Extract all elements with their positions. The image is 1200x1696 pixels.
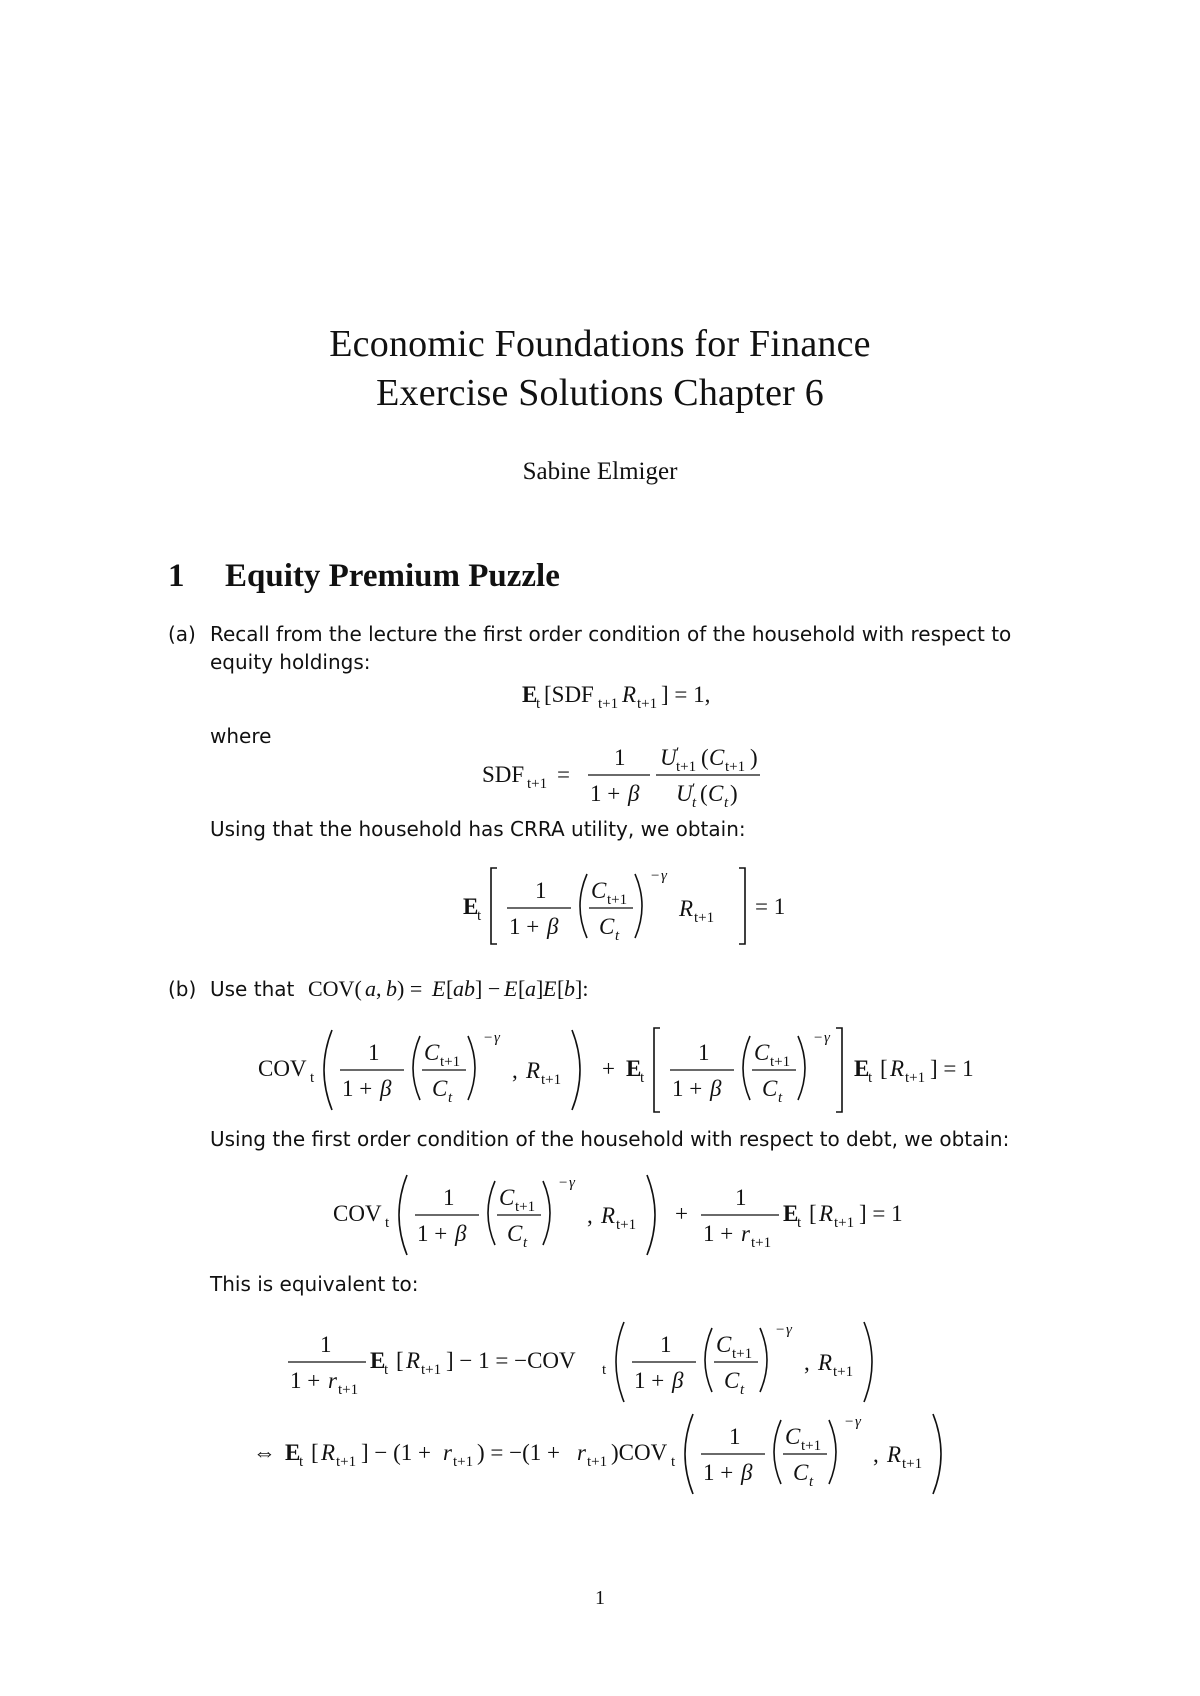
svg-text:C: C xyxy=(432,1076,448,1101)
svg-text:t+1: t+1 xyxy=(637,696,658,712)
svg-text:1 +: 1 + xyxy=(290,1368,321,1393)
svg-text:[: [ xyxy=(557,976,565,1001)
svg-text:r: r xyxy=(577,1440,586,1465)
svg-text:C: C xyxy=(724,1368,740,1393)
svg-text:γ: γ xyxy=(824,1030,830,1046)
svg-text:[SDF: [SDF xyxy=(544,682,594,707)
svg-text:′: ′ xyxy=(676,745,680,761)
svg-text:t+1: t+1 xyxy=(725,759,746,775)
svg-text:U: U xyxy=(660,745,677,770)
svg-text:): ) xyxy=(730,781,738,806)
section-number: 1 xyxy=(168,558,185,594)
svg-text:t+1: t+1 xyxy=(453,1454,474,1470)
svg-text:t: t xyxy=(536,696,541,712)
svg-text:,: , xyxy=(873,1442,879,1467)
equation-cov-identity xyxy=(300,972,630,1006)
svg-text:,: , xyxy=(376,976,382,1001)
equation-equity-premium-step1 xyxy=(280,1310,920,1410)
svg-text:t+1: t+1 xyxy=(421,1362,442,1378)
svg-text:t: t xyxy=(299,1454,304,1470)
svg-text:C: C xyxy=(708,781,724,806)
svg-text:1: 1 xyxy=(698,1040,710,1065)
svg-text:[: [ xyxy=(518,976,526,1001)
svg-text:t+1: t+1 xyxy=(541,1072,562,1088)
svg-text:C: C xyxy=(716,1332,732,1357)
svg-text:R: R xyxy=(526,1058,541,1083)
title-line-1: Economic Foundations for Finance xyxy=(329,323,871,365)
equation-foc-equity xyxy=(500,672,760,712)
svg-text:R: R xyxy=(321,1440,336,1465)
svg-text:t+1: t+1 xyxy=(770,1054,791,1070)
svg-text:γ: γ xyxy=(494,1030,500,1046)
svg-text:−: − xyxy=(814,1030,823,1046)
svg-text:]: ] xyxy=(536,976,544,1001)
svg-text:C: C xyxy=(591,878,607,903)
svg-text:t+1: t+1 xyxy=(732,1346,753,1362)
svg-text:β: β xyxy=(547,914,559,939)
svg-text:β: β xyxy=(628,781,640,806)
svg-text:] − 1 = −COV: ] − 1 = −COV xyxy=(446,1348,576,1373)
svg-text:−: − xyxy=(845,1414,854,1430)
svg-text:t+1: t+1 xyxy=(834,1215,855,1231)
svg-text:,: , xyxy=(512,1058,518,1083)
svg-text:−: − xyxy=(484,1030,493,1046)
part-b-intro: Use that xyxy=(210,977,295,1001)
svg-text:C: C xyxy=(499,1185,515,1210)
svg-text:β: β xyxy=(741,1460,753,1485)
svg-text:t: t xyxy=(477,908,482,924)
svg-text:C: C xyxy=(599,914,615,939)
svg-text:) = −(1 +: ) = −(1 + xyxy=(477,1440,560,1465)
title-line-2: Exercise Solutions Chapter 6 xyxy=(376,372,824,414)
svg-text:t: t xyxy=(448,1090,453,1106)
svg-text:t+1: t+1 xyxy=(616,1217,637,1233)
where-text: where xyxy=(210,724,272,748)
svg-text:′: ′ xyxy=(692,781,696,797)
svg-text:a: a xyxy=(525,976,536,1001)
svg-text:1 +: 1 + xyxy=(672,1076,703,1101)
svg-text:r: r xyxy=(328,1368,337,1393)
svg-text:[: [ xyxy=(809,1201,817,1226)
svg-text:E: E xyxy=(370,1348,386,1373)
svg-text:+: + xyxy=(602,1056,615,1081)
svg-text:r: r xyxy=(443,1440,452,1465)
svg-text:t+1: t+1 xyxy=(833,1364,854,1380)
svg-text:] −: ] − xyxy=(475,976,501,1001)
svg-text:1 +: 1 + xyxy=(342,1076,373,1101)
svg-text:E: E xyxy=(626,1056,642,1081)
svg-text:1: 1 xyxy=(443,1185,455,1210)
svg-text:t+1: t+1 xyxy=(515,1199,536,1215)
svg-text:t: t xyxy=(615,928,620,944)
svg-text:t: t xyxy=(778,1090,783,1106)
svg-text:R: R xyxy=(819,1201,834,1226)
svg-text:β: β xyxy=(672,1368,684,1393)
svg-text:t: t xyxy=(385,1215,390,1231)
svg-text:t+1: t+1 xyxy=(902,1456,923,1472)
svg-text:COV: COV xyxy=(258,1056,307,1081)
equation-cov-decomposition xyxy=(250,1018,1010,1118)
svg-text:R: R xyxy=(818,1350,833,1375)
svg-text:t: t xyxy=(868,1070,873,1086)
equation-equity-premium-step2 xyxy=(245,1402,1005,1502)
svg-text:β: β xyxy=(455,1221,467,1246)
svg-text:−: − xyxy=(651,868,660,884)
svg-text:,: , xyxy=(804,1350,810,1375)
svg-text:] = 1: ] = 1 xyxy=(930,1056,974,1081)
debt-text: Using the first order condition of the household with respect to debt, we obtain: xyxy=(210,1127,1010,1151)
part-b-label: (b) xyxy=(168,977,197,1001)
svg-text:C: C xyxy=(785,1424,801,1449)
svg-text:(: ( xyxy=(700,781,708,806)
svg-text:1: 1 xyxy=(320,1332,332,1357)
svg-text:R: R xyxy=(601,1203,616,1228)
svg-text:β: β xyxy=(380,1076,392,1101)
svg-text:t: t xyxy=(523,1235,528,1251)
equation-cov-with-riskfree xyxy=(325,1163,945,1263)
svg-text:t: t xyxy=(692,795,697,811)
svg-text:b: b xyxy=(386,976,397,1001)
svg-text:C: C xyxy=(754,1040,770,1065)
svg-text:⇔: ⇔ xyxy=(253,1440,276,1465)
svg-text:E: E xyxy=(463,894,479,919)
svg-text:1: 1 xyxy=(614,745,626,770)
svg-text:t+1: t+1 xyxy=(905,1070,926,1086)
svg-text:E: E xyxy=(504,976,518,1001)
svg-text:1 +: 1 + xyxy=(417,1221,448,1246)
svg-text:E: E xyxy=(285,1440,301,1465)
svg-text:t+1: t+1 xyxy=(336,1454,357,1470)
svg-text:t: t xyxy=(724,795,729,811)
svg-text:[: [ xyxy=(446,976,454,1001)
svg-text:] − (1 +: ] − (1 + xyxy=(361,1440,432,1465)
svg-text:t+1: t+1 xyxy=(607,892,628,908)
svg-text:E: E xyxy=(783,1201,799,1226)
svg-text:=: = xyxy=(557,762,570,787)
svg-text:γ: γ xyxy=(569,1175,575,1191)
svg-text:t: t xyxy=(797,1215,802,1231)
svg-text:−: − xyxy=(559,1175,568,1191)
part-a-label: (a) xyxy=(168,622,196,646)
svg-text:1 +: 1 + xyxy=(703,1460,734,1485)
svg-text:r: r xyxy=(741,1221,750,1246)
svg-text:+: + xyxy=(675,1201,688,1226)
part-a-text-line-2: equity holdings: xyxy=(210,650,371,674)
svg-text:γ: γ xyxy=(786,1322,792,1338)
svg-text:(: ( xyxy=(701,745,709,770)
svg-text:1: 1 xyxy=(535,878,547,903)
equation-sdf-definition xyxy=(470,735,790,815)
equation-crra-euler xyxy=(455,860,795,950)
svg-text:a: a xyxy=(365,976,376,1001)
svg-text:t+1: t+1 xyxy=(440,1054,461,1070)
part-a-text-line-1: Recall from the lecture the first order condition of the household with respect to xyxy=(210,622,1012,646)
svg-text:b: b xyxy=(564,976,575,1001)
svg-text:) =: ) = xyxy=(397,976,423,1001)
svg-text:E: E xyxy=(854,1056,870,1081)
svg-text:t+1: t+1 xyxy=(598,696,619,712)
svg-text:β: β xyxy=(710,1076,722,1101)
svg-text:C: C xyxy=(709,745,725,770)
author: Sabine Elmiger xyxy=(522,458,678,485)
svg-text:[: [ xyxy=(311,1440,319,1465)
svg-text:1 +: 1 + xyxy=(634,1368,665,1393)
crra-text: Using that the household has CRRA utility, we obtain: xyxy=(210,817,746,841)
svg-text:t: t xyxy=(602,1362,607,1378)
svg-text:ab: ab xyxy=(453,976,475,1001)
svg-text:R: R xyxy=(679,896,694,921)
svg-text:1 +: 1 + xyxy=(703,1221,734,1246)
svg-text:,: , xyxy=(587,1203,593,1228)
svg-text:C: C xyxy=(793,1460,809,1485)
svg-text:)COV: )COV xyxy=(611,1440,668,1465)
svg-text:[: [ xyxy=(880,1056,888,1081)
svg-text:t: t xyxy=(310,1070,315,1086)
svg-text:t: t xyxy=(640,1070,645,1086)
equiv-text: This is equivalent to: xyxy=(210,1272,419,1296)
svg-text:COV: COV xyxy=(333,1201,382,1226)
svg-text:t+1: t+1 xyxy=(527,776,548,792)
svg-text:E: E xyxy=(432,976,446,1001)
svg-text:t: t xyxy=(384,1362,389,1378)
svg-text:R: R xyxy=(890,1056,905,1081)
svg-text:1 +: 1 + xyxy=(590,781,621,806)
page-number: 1 xyxy=(595,1587,605,1609)
svg-text:1: 1 xyxy=(735,1185,747,1210)
svg-text:γ: γ xyxy=(855,1414,861,1430)
svg-text:U: U xyxy=(676,781,693,806)
svg-text:t+1: t+1 xyxy=(338,1382,359,1398)
svg-text:R: R xyxy=(406,1348,421,1373)
svg-text:R: R xyxy=(887,1442,902,1467)
svg-text:E: E xyxy=(522,682,538,707)
svg-text:SDF: SDF xyxy=(482,762,525,787)
svg-text:[: [ xyxy=(396,1348,404,1373)
svg-text:): ) xyxy=(750,745,758,770)
svg-text:t+1: t+1 xyxy=(694,910,715,926)
svg-text:] = 1,: ] = 1, xyxy=(661,682,711,707)
svg-text:t+1: t+1 xyxy=(751,1235,772,1251)
svg-text:E: E xyxy=(543,976,557,1001)
svg-text:γ: γ xyxy=(661,868,667,884)
svg-text:] = 1: ] = 1 xyxy=(859,1201,903,1226)
svg-text:1: 1 xyxy=(368,1040,380,1065)
svg-text:]:: ]: xyxy=(575,976,589,1001)
svg-text:t+1: t+1 xyxy=(587,1454,608,1470)
svg-text:R: R xyxy=(622,682,637,707)
svg-text:t+1: t+1 xyxy=(676,759,697,775)
svg-text:1 +: 1 + xyxy=(509,914,540,939)
svg-text:C: C xyxy=(507,1221,523,1246)
section-title: Equity Premium Puzzle xyxy=(225,558,560,594)
svg-text:C: C xyxy=(424,1040,440,1065)
svg-text:C: C xyxy=(762,1076,778,1101)
svg-text:= 1: = 1 xyxy=(755,894,786,919)
svg-text:t: t xyxy=(740,1382,745,1398)
part-a-text xyxy=(210,620,1090,676)
svg-text:1: 1 xyxy=(660,1332,672,1357)
svg-text:t: t xyxy=(809,1474,814,1490)
svg-text:COV(: COV( xyxy=(308,976,362,1001)
svg-text:t+1: t+1 xyxy=(801,1438,822,1454)
svg-text:t: t xyxy=(671,1454,676,1470)
svg-text:−: − xyxy=(776,1322,785,1338)
svg-text:1: 1 xyxy=(729,1424,741,1449)
